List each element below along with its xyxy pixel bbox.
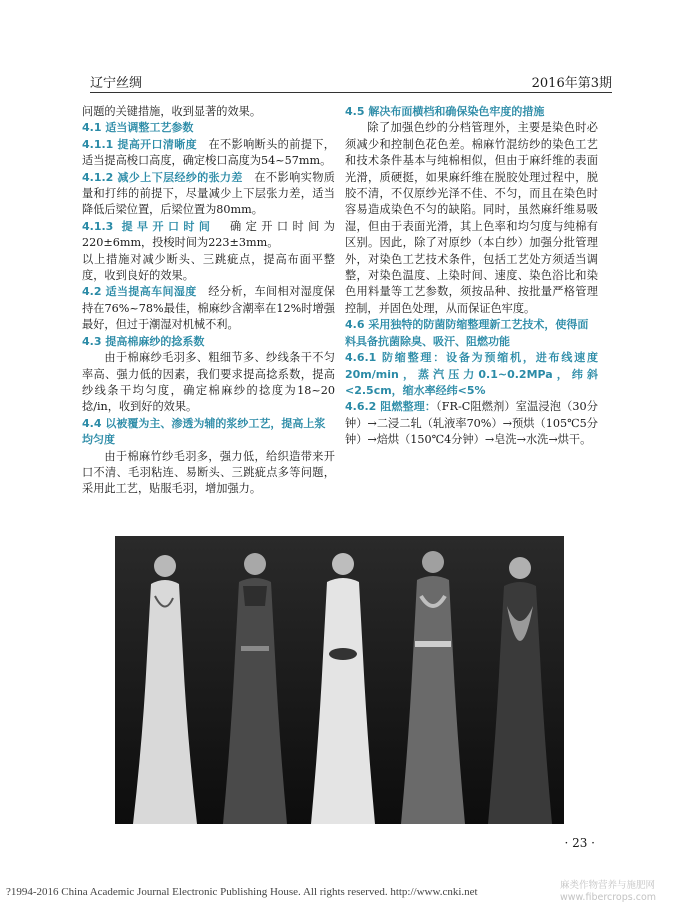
left-column (82, 104, 335, 498)
subheading-4-1-1: 4.1.1 提高开口清晰度 (82, 137, 197, 151)
subheading-4-1-3: 4.1.3 提早开口时间 (82, 219, 215, 233)
paragraph: 经分析，车间相对湿度保持在76%~78%最佳，棉麻纱含潮率在12%时增强最好，但过于潮湿对机械不利。 (82, 285, 335, 332)
page-number: · 23 · (564, 836, 595, 850)
paragraph: 以上措施对减少断头、三跳疵点，提高布面平整度，收到良好的效果。 (82, 252, 335, 283)
section-heading-4-4: 4.4 以被覆为主、渗透为辅的浆纱工艺，提高上浆均匀度 (82, 416, 326, 447)
section-heading-4-6: 4.6 采用独特的防菌防缩整理新工艺技术，使得面料具备抗菌除臭、吸汗、阻燃功能 (345, 318, 589, 348)
subheading-4-6-2: 4.6.2 阻燃整理： (345, 400, 437, 414)
subheading-4-1-2: 4.1.2 减少上下层经纱的张力差 (82, 170, 243, 184)
paragraph: 由于棉麻纱毛羽多、粗细节多、纱线条干不匀率高、强力低的因素，我们要求提高捻系数，提高纱线条干均匀度，确定棉麻纱的捻度为18~20捻/in，收到好的效果。 (82, 351, 335, 414)
watermark: 麻类作物营养与施肥网 www.fibercrops.com (560, 880, 657, 903)
section-heading-4-5: 4.5 解决布面横档和确保染色牢度的措施 (345, 105, 545, 118)
runway-photo (115, 536, 564, 824)
section-heading-4-1: 4.1 适当调整工艺参数 (82, 121, 194, 135)
paragraph: 在不影响实物质量和打纬的前提下，尽量减少上下层张力差，适当降低后梁位置，后梁位置为80mm。 (82, 170, 335, 217)
copyright-footer: ?1994-2016 China Academic Journal Electronic Publishing House. All rights reserved. http://www.cnki.net (6, 886, 478, 898)
running-header (90, 62, 612, 93)
paragraph: 问题的关键措施，收到显著的效果。 (82, 105, 262, 118)
paragraph: 在不影响断头的前提下，适当提高梭口高度，确定梭口高度为54~57mm。 (82, 137, 335, 168)
issue-number: 2016年第3期 (531, 76, 612, 91)
section-heading-4-3: 4.3 提高棉麻纱的捻系数 (82, 334, 205, 348)
paragraph: （FR-C阻燃剂）室温浸泡（30分钟）→二浸二轧（轧液率70%）→预烘（105℃5分钟）→焙烘（150℃4分钟）→皂洗→水洗→烘干。 (345, 400, 598, 447)
paragraph: 确定开口时间为220±6mm，投梭时间为223±3mm。 (82, 219, 335, 250)
models-illustration (115, 536, 564, 824)
paragraph: 除了加强色纱的分档管理外，主要是染色时必须减少和控制色花色差。棉麻竹混纺纱的染色工艺和技术条件基本与纯棉相似，但由于麻纤维的表面光滑，质硬挺，如果麻纤维在脱胶处理过程中，脱胶不清，不仅原纱光泽不佳、不匀，而且在染色时容易造成染色不匀的缺陷。同时，虽然麻纤维易吸湿，但由于表面光滑，其上色率和均匀度与纯棉有区别。因此，除了对原纱（本白纱）加强分批管理外，对染色工艺技术条件，包括工艺处方须适当调整，对染色温度、上染时间、速度、染色浴比和染色用料量等工艺参数，须按品种、按批量严格管理控制，并固色处理，从而保证色牢度。 (345, 121, 598, 315)
right-column (345, 104, 598, 449)
journal-title: 辽宁丝绸 (90, 76, 143, 91)
section-heading-4-2: 4.2 适当提高车间湿度 (82, 285, 197, 299)
paragraph: 由于棉麻竹纱毛羽多，强力低，给织造带来开口不清、毛羽粘连、易断头、三跳疵点多等问题，采用此工艺，贴服毛羽，增加强力。 (82, 449, 335, 496)
subheading-4-6-1: 4.6.1 防缩整理：设备为预缩机，进布线速度20m/min，蒸汽压力0.1~0.2MPa，纬斜<2.5cm，缩水率经纬<5% (345, 351, 598, 397)
